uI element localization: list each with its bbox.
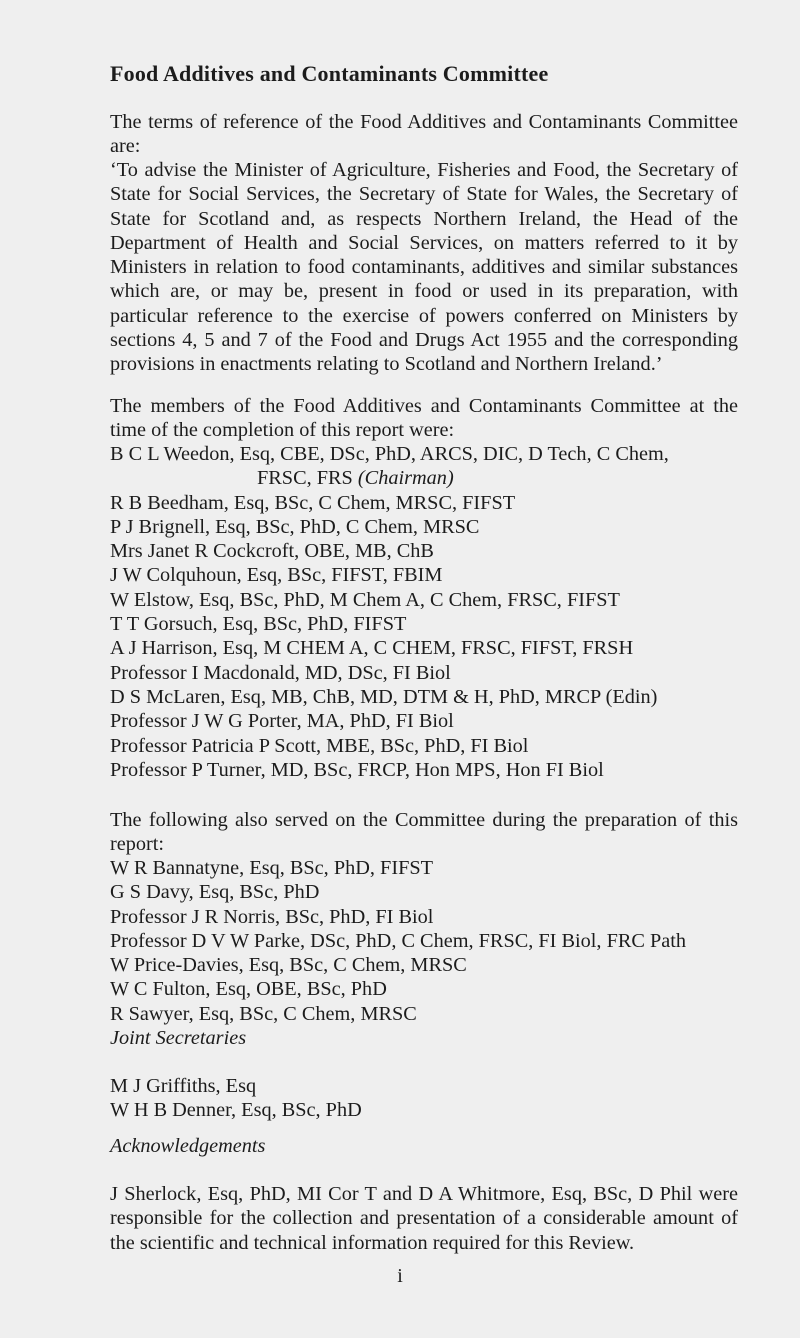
- page-title: Food Additives and Contaminants Committee: [110, 61, 549, 86]
- member-item: Professor I Macdonald, MD, DSc, FI Biol: [110, 661, 451, 684]
- secretary-item: W H B Denner, Esq, BSc, PhD: [110, 1099, 362, 1122]
- member-item: J W Colquhoun, Esq, BSc, FIFST, FBIM: [110, 564, 443, 587]
- member-item: Professor Patricia P Scott, MBE, BSc, PhD, FI Biol: [110, 734, 529, 757]
- also-served-item: R Sawyer, Esq, BSc, C Chem, MRSC: [110, 1002, 417, 1025]
- joint-secretaries-list: [110, 1074, 770, 1123]
- chairman-line-continued: [110, 466, 770, 490]
- terms-of-reference-text: ‘To advise the Minister of Agriculture, Fisheries and Food, the Secretary of State for Social Services, the Secretary of State for Wales, the Secretary of State for Scotland and, as respects Northern Ireland, the Head of the Department of Health and Social Services, on matters referred to it by Ministers in relation to food contaminants, additives and similar substances which are, or may be, present in food or used in its preparation, with particular reference to the exercise of powers conferred on Ministers by sections 4, 5 and 7 of the Food and Drugs Act 1955 and the corresponding provisions in enactments relating to Scotland and Northern Ireland.’: [110, 159, 738, 376]
- chairman-role: (Chairman): [357, 467, 454, 490]
- also-served-item: W C Fulton, Esq, OBE, BSc, PhD: [110, 978, 387, 1001]
- also-served-item: Professor D V W Parke, DSc, PhD, C Chem, FRSC, FI Biol, FRC Path: [110, 929, 687, 952]
- acknowledgements-text: J Sherlock, Esq, PhD, MI Cor T and D A Whitmore, Esq, BSc, D Phil were responsible for the collection and presentation of a considerable amount of the scientific and technical information required for this Review.: [110, 1183, 738, 1254]
- also-served-intro: The following also served on the Committee during the preparation of this report:: [110, 809, 738, 856]
- chairman-line: B C L Weedon, Esq, CBE, DSc, PhD, ARCS, DIC, D Tech, C Chem,: [110, 443, 669, 465]
- also-served-item: Professor J R Norris, BSc, PhD, FI Biol: [110, 905, 434, 928]
- member-item: A J Harrison, Esq, M CHEM A, C CHEM, FRSC, FIFST, FRSH: [110, 637, 634, 660]
- also-served-item: W R Bannatyne, Esq, BSc, PhD, FIFST: [110, 857, 434, 879]
- member-item: P J Brignell, Esq, BSc, PhD, C Chem, MRSC: [110, 515, 480, 538]
- member-item: Mrs Janet R Cockcroft, OBE, MB, ChB: [110, 540, 434, 563]
- member-item: W Elstow, Esq, BSc, PhD, M Chem A, C Chem, FRSC, FIFST: [110, 588, 620, 611]
- page-number: i: [397, 1265, 403, 1287]
- acknowledgements-heading: Acknowledgements: [110, 1135, 266, 1157]
- members-intro: The members of the Food Additives and Contaminants Committee at the time of the completion of this report were:: [110, 395, 738, 442]
- joint-secretaries-heading: Joint Secretaries: [110, 1027, 247, 1049]
- terms-intro: The terms of reference of the Food Additives and Contaminants Committee are:: [110, 111, 738, 158]
- member-item: Professor J W G Porter, MA, PhD, FI Biol: [110, 710, 454, 733]
- member-item: T T Gorsuch, Esq, BSc, PhD, FIFST: [110, 613, 407, 636]
- members-list: [110, 442, 770, 782]
- also-served-list: [110, 856, 770, 1026]
- member-item: D S McLaren, Esq, MB, ChB, MD, DTM & H, PhD, MRCP (Edin): [110, 685, 658, 708]
- member-item: R B Beedham, Esq, BSc, C Chem, MRSC, FIFST: [110, 491, 516, 514]
- member-item: Professor P Turner, MD, BSc, FRCP, Hon MPS, Hon FI Biol: [110, 758, 604, 781]
- also-served-item: G S Davy, Esq, BSc, PhD: [110, 881, 320, 904]
- secretary-item: M J Griffiths, Esq: [110, 1075, 257, 1097]
- also-served-item: W Price-Davies, Esq, BSc, C Chem, MRSC: [110, 954, 467, 977]
- chairman-qualifications: FRSC, FRS: [257, 467, 353, 490]
